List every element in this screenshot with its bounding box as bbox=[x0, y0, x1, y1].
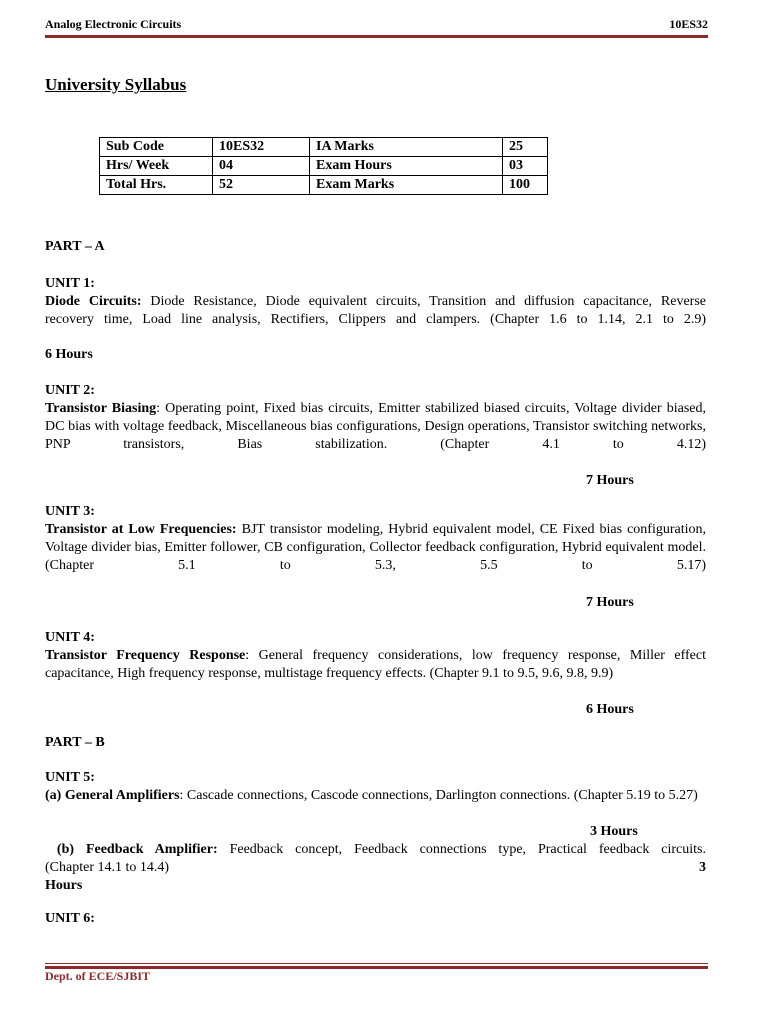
unit5b-hours-number: 3 bbox=[699, 860, 706, 875]
footer-rule-thin bbox=[45, 963, 708, 964]
unit6-heading: UNIT 6: bbox=[45, 911, 95, 926]
part-b-heading: PART – B bbox=[45, 735, 105, 750]
table-cell: 100 bbox=[503, 176, 548, 195]
unit4-body: : General frequency considerations, low frequency response, Miller effect capacitance, High frequency response, multistage frequency effects. (Chapter 9.1 to 9.5, 9.6, 9.8, 9.9) bbox=[45, 648, 706, 681]
unit1-body-line1: Diode Resistance, Diode equivalent circuits, Transition and diffusion capacitance, Reverse bbox=[141, 294, 707, 309]
unit3-topic: Transistor at Low Frequencies: bbox=[45, 522, 237, 537]
unit5a-body: : Cascade connections, Cascode connections, Darlington connections. (Chapter 5.19 to 5.27) bbox=[179, 788, 698, 803]
table-cell: Hrs/ Week bbox=[100, 157, 213, 176]
header-rule bbox=[45, 35, 708, 38]
table-cell: Total Hrs. bbox=[100, 176, 213, 195]
unit5b-hours-word: Hours bbox=[45, 878, 83, 893]
unit1-line1 bbox=[45, 293, 706, 311]
unit1-topic: Diode Circuits: bbox=[45, 294, 142, 309]
unit1-heading: UNIT 1: bbox=[45, 276, 95, 291]
unit5a-paragraph bbox=[45, 787, 706, 805]
unit2-body: : Operating point, Fixed bias circuits, Emitter stabilized biased circuits, Voltage divider biased, DC bias with voltage feedback, Miscellaneous bias configurations, Design operations, Transistor switching networks, PNP transistors, Bias stabilization. (Chapter 4.1 to 4.12) bbox=[45, 401, 706, 452]
header-course-title: Analog Electronic Circuits bbox=[45, 17, 182, 31]
unit5-heading: UNIT 5: bbox=[45, 770, 95, 785]
unit4-topic: Transistor Frequency Response bbox=[45, 648, 246, 663]
unit3-hours: 7 Hours bbox=[586, 595, 634, 610]
unit3-paragraph bbox=[45, 521, 706, 575]
header-course-code: 10ES32 bbox=[669, 17, 708, 31]
table-row bbox=[100, 138, 548, 157]
unit1-body-line2: recovery time, Load line analysis, Rectifiers, Clippers and clampers. (Chapter 1.6 to 1.14, 2.1 to 2.9) bbox=[45, 312, 706, 327]
table-cell: Exam Hours bbox=[310, 157, 503, 176]
unit5b-topic: (b) Feedback Amplifier: bbox=[56, 842, 218, 857]
table-cell: Exam Marks bbox=[310, 176, 503, 195]
table-row bbox=[100, 176, 548, 195]
unit4-hours: 6 Hours bbox=[586, 702, 634, 717]
unit2-hours: 7 Hours bbox=[586, 473, 634, 488]
table-cell: 10ES32 bbox=[213, 138, 310, 157]
table-row bbox=[100, 157, 548, 176]
part-a-heading: PART – A bbox=[45, 239, 105, 254]
unit5b-line2 bbox=[45, 859, 706, 877]
course-info-table bbox=[99, 137, 548, 195]
unit5a-hours: 3 Hours bbox=[590, 824, 638, 839]
table-cell: 03 bbox=[503, 157, 548, 176]
table-cell: 52 bbox=[213, 176, 310, 195]
table-cell: Sub Code bbox=[100, 138, 213, 157]
table-cell: 25 bbox=[503, 138, 548, 157]
unit5b-body: Feedback concept, Feedback connections type, Practical feedback circuits. bbox=[217, 842, 706, 857]
unit5b-line1 bbox=[45, 841, 706, 859]
table-cell: 04 bbox=[213, 157, 310, 176]
unit2-topic: Transistor Biasing bbox=[45, 401, 157, 416]
unit5b-chapter: (Chapter 14.1 to 14.4) bbox=[45, 860, 170, 875]
footer-department: Dept. of ECE/SJBIT bbox=[45, 969, 151, 983]
unit1-hours: 6 Hours bbox=[45, 347, 93, 362]
unit5a-topic: (a) General Amplifiers bbox=[45, 788, 180, 803]
page-title: University Syllabus bbox=[45, 75, 187, 94]
unit4-heading: UNIT 4: bbox=[45, 630, 95, 645]
unit2-heading: UNIT 2: bbox=[45, 383, 95, 398]
unit2-paragraph bbox=[45, 400, 706, 454]
unit3-body: BJT transistor modeling, Hybrid equivalent model, CE Fixed bias configuration, Voltage divider bias, Emitter follower, CB configuration, Collector feedback configuration, Hybrid equivalent model. (Chapter 5.1 to 5.3, 5.5 to 5.17) bbox=[45, 522, 707, 573]
table-cell: IA Marks bbox=[310, 138, 503, 157]
unit4-paragraph bbox=[45, 647, 706, 683]
unit3-heading: UNIT 3: bbox=[45, 504, 95, 519]
